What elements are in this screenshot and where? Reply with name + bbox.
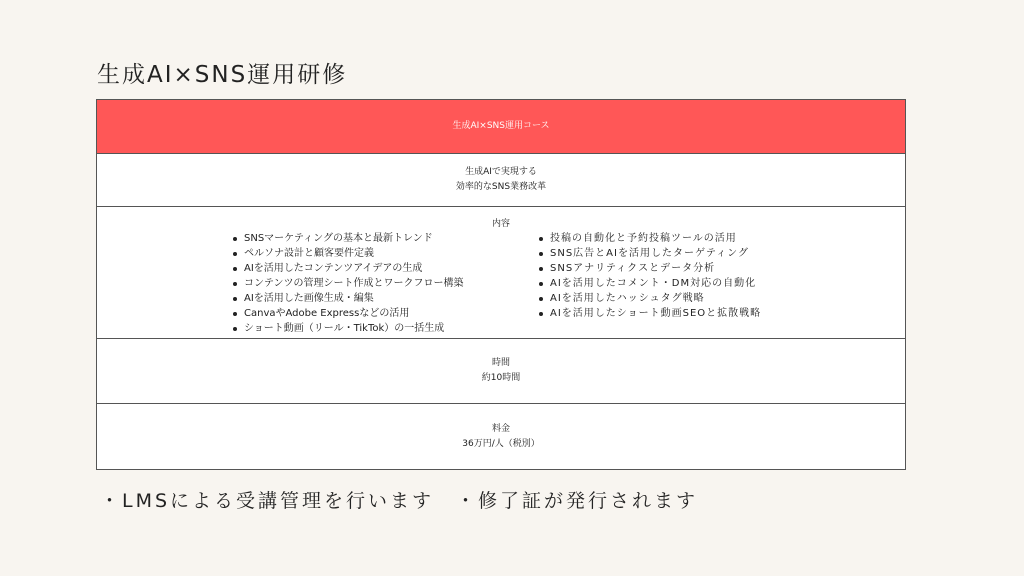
course-subtitle-row [97,154,905,207]
list-item: AIを活用したショート動画SEOと拡散戦略 [537,306,761,321]
content-label: 内容 [491,219,510,229]
list-item: コンテンツの管理シート作成とワークフロー構築 [231,276,464,291]
fee-label: 料金 [491,424,510,434]
list-item: AIを活用したコンテンツアイデアの生成 [231,261,464,276]
list-item: AIを活用したハッシュタグ戦略 [537,291,761,306]
subtitle-line: 生成AIで実現する [465,167,537,177]
page-title: 生成AI×SNS運用研修 [97,62,348,88]
course-name: 生成AI×SNS運用コース [452,121,550,131]
list-item: SNS広告とAIを活用したターゲティング [537,246,761,261]
time-label: 時間 [491,358,510,368]
list-item: SNSアナリティクスとデータ分析 [537,261,761,276]
time-value: 約10時間 [481,373,521,383]
content-list-left [231,231,464,336]
footer-note: ・LMSによる受講管理を行います ・修了証が発行されます [100,490,699,512]
list-item: CanvaやAdobe Expressなどの活用 [231,306,464,321]
fee-row [97,404,905,470]
course-header-row [97,100,905,154]
fee-value: 36万円/人（税別） [462,439,540,449]
list-item: AIを活用したコメント・DM対応の自動化 [537,276,761,291]
list-item: ペルソナ設計と顧客要件定義 [231,246,464,261]
subtitle-line: 効率的なSNS業務改革 [455,182,547,192]
list-item: SNSマーケティングの基本と最新トレンド [231,231,464,246]
content-row [97,207,905,339]
list-item: AIを活用した画像生成・編集 [231,291,464,306]
list-item: ショート動画（リール・TikTok）の一括生成 [231,321,464,336]
course-table [96,99,906,470]
list-item: 投稿の自動化と予約投稿ツールの活用 [537,231,761,246]
time-row [97,339,905,404]
content-list-right [537,231,761,321]
